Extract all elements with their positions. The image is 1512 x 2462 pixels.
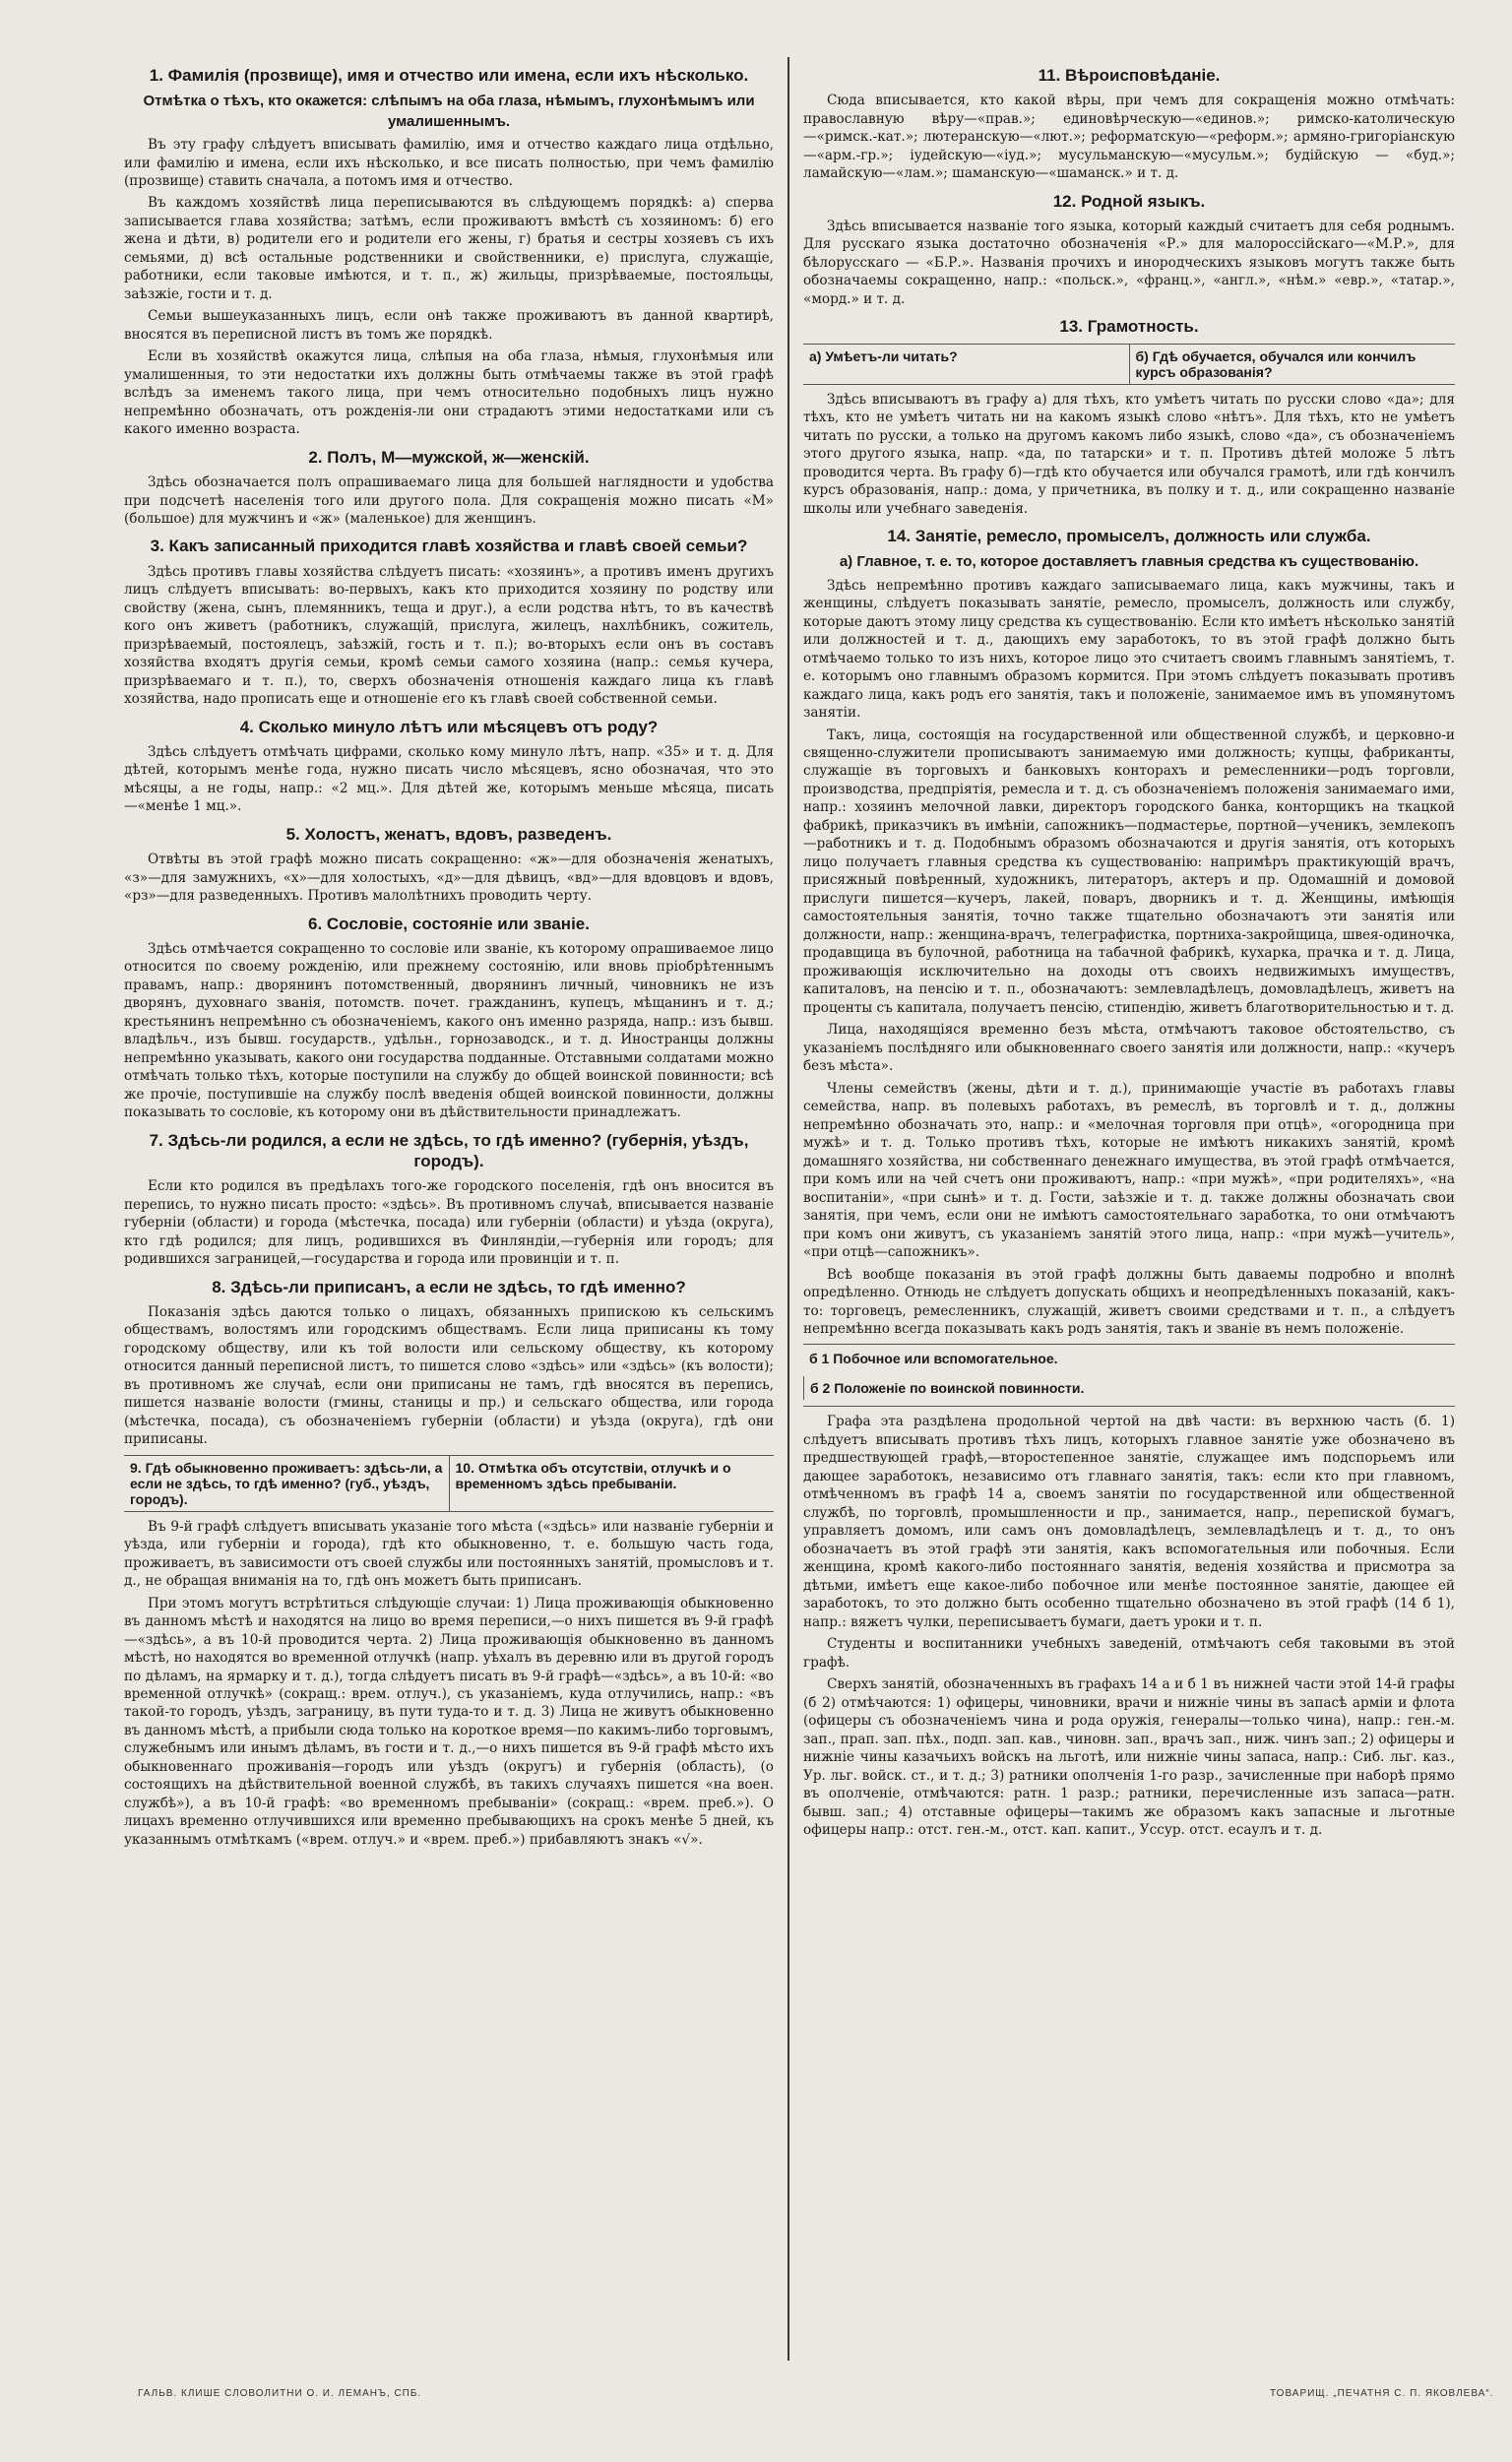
section-1-title: 1. Фамилія (прозвище), имя и отчество или имена, если ихъ нѣсколько. [149, 66, 749, 85]
section-7-para: Если кто родился въ предѣлахъ того-же городского поселенія, гдѣ онъ вносится въ перепись, то нужно писать просто: «здѣсь». Въ противномъ случаѣ, вписывается названіе губерніи (области) и города (мѣстечка, посада) или губерніи (области) и уѣзда (округа), кто гдѣ родился; для лицъ, родившихся въ Финляндіи,—губернія или городъ; для родившихся заграницей,—государства и города или провинціи и т. п. [124, 1178, 774, 1268]
section-1-para: Въ эту графу слѣдуетъ вписывать фамилію, имя и отчество каждаго лица отдѣльно, или фамилію и имена, если ихъ нѣсколько, и все писать полностью, при чемъ фамилію (прозвище) ставить сначала, а потомъ имя и отчество. [124, 137, 774, 189]
section-14-title: 14. Занятіе, ремесло, промыселъ, должность или служба. [887, 526, 1371, 545]
section-14b2-label: б 2 Положеніе по воинской повинности. [803, 1376, 1455, 1400]
section-5-para: Отвѣты въ этой графѣ можно писать сокращенно: «ж»—для обозначенія женатыхъ, «з»—для замужнихъ, «х»—для холостыхъ, «д»—для дѣвицъ, «вд»—для вдовцовъ и вдовъ, «рз»—для разведенныхъ. Противъ малолѣтнихъ проводить черту. [124, 852, 774, 905]
section-9-para: При этомъ могутъ встрѣтиться слѣдующіе случаи: 1) Лица проживающія обыкновенно въ данномъ мѣстѣ и находятся на лицо во время переписи,—о нихъ пишется въ 9-й графѣ—«здѣсь», а въ 10-й проводится черта. 2) Лица проживающія обыкновенно въ данномъ мѣстѣ, но находятся во временной отлучкѣ (напр. уѣхалъ въ деревню или въ другой городъ по дѣламъ, на ярмарку и т. д.), тогда слѣдуетъ писать въ 9-й графѣ—«здѣсь», а въ 10-й: «во временной отлучкѣ» (сокращ.: врем. отлуч.), съ указаніемъ, куда отлучились, напр.: «въ такой-то городъ, уѣздъ, заграницу, въ пути туда-то и т. д. 3) Лица не живутъ обыкновенно въ данномъ мѣстѣ, а прибыли сюда только на короткое время—по какимъ-либо торговымъ, служебнымъ или инымъ дѣламъ, въ гости и т. д.,—о нихъ пишется въ 9-й графѣ мѣсто ихъ обыкновеннаго проживанія—городъ или уѣздъ (округъ) и губернія (область), (о состоящихъ на дѣйствительной военной службѣ, въ такихъ случаяхъ пишется «на воен. службѣ»), а въ 10-й графѣ: «во временномъ пребываніи» (сокращ.: «врем. преб.»). О лицахъ временно отлучившихся или временно пребывающихъ на срокъ менѣе 5 дней, къ указаннымъ отмѣткамъ («врем. отлуч.» и «врем. преб.») прибавляютъ знакъ «√». [124, 1595, 774, 1848]
section-7-title: 7. Здѣсь-ли родился, а если не здѣсь, то гдѣ именно? (губернія, уѣздъ, городъ). [149, 1130, 749, 1170]
left-column [110, 57, 789, 2361]
section-10-title: 10. Отмѣтка объ отсутствіи, отлучкѣ и о временномъ здѣсь пребываніи. [449, 1456, 775, 1511]
section-6-title: 6. Сословіе, состояніе или званіе. [308, 914, 590, 933]
section-13-header [803, 344, 1455, 385]
section-14-para: Графа эта раздѣлена продольной чертой на двѣ части: въ верхнюю часть (б. 1) слѣдуетъ вписывать противъ тѣхъ лицъ, которыхъ главное занятіе уже обозначено въ предшествующей графѣ,—второстепенное занятіе, служащее имъ подспорьемъ или дающее заработокъ, независимо отъ главнаго занятія, такъ: если кто при главномъ, отмѣченномъ въ графѣ 14 а, своемъ занятіи по государственной или общественной службѣ, по торговлѣ, промышленности и пр., занимается, напр., перепиской бумагъ, управляетъ домомъ, или самъ онъ домовладѣлецъ, землевладѣлецъ и т. д., то онъ обозначаетъ въ этой графѣ эти занятія, какъ вспомогательныя или побочныя. Если женщина, кромѣ какого-либо постояннаго занятія, веденія хозяйства и присмотра за дѣтьми, имѣетъ еще какое-либо побочное или менѣе постоянное занятіе, дающее ей заработокъ, то это должно быть особенно тщательно обозначено въ этой графѣ (14 б 1), напр.: вяжетъ чулки, переписываетъ бумаги, даетъ уроки и т. п. [803, 1414, 1455, 1630]
section-14-main: а) Главное, т. е. то, которое доставляетъ главныя средства къ существованію. [839, 553, 1419, 571]
section-13-para: Здѣсь вписываютъ въ графу а) для тѣхъ, кто умѣетъ читать по русски слово «да»; для тѣхъ, кто не умѣетъ читать ни на какомъ языкѣ слово «нѣтъ». Для тѣхъ, кто не умѣетъ читать по русски, а только на другомъ какомъ либо языкѣ, слово «да», съ обозначеніемъ этого другого языка, напр. «да, по татарски» и т. п. Противъ дѣтей моложе 5 лѣтъ проводится черта. Въ графу б)—гдѣ кто обучается или обучался грамотѣ, или гдѣ кончилъ курсъ образованія, напр.: дома, у причетника, въ полку и т. д., или сокращенно названіе школы или учебнаго заведенія. [803, 391, 1455, 517]
section-14-para: Всѣ вообще показанія въ этой графѣ должны быть даваемы подробно и вполнѣ опредѣленно. Отнюдь не слѣдуетъ допускать общихъ и неопредѣленныхъ показаній, какъ-то: торговецъ, ремесленникъ, служащій, живетъ своими средствами и т. п., а слѣдуетъ непремѣнно всегда показывать какъ родъ занятія, такъ и званіе въ немъ положеніе. [803, 1266, 1455, 1337]
section-9-10-header [124, 1455, 774, 1512]
section-3-para: Здѣсь противъ главы хозяйства слѣдуетъ писать: «хозяинъ», а противъ именъ другихъ лицъ слѣдуетъ вписывать: во-первыхъ, какъ кто приходится хозяину по родству или свойству (жена, сынъ, племянникъ, теща и друг.), а если родства нѣтъ, то въ качествѣ кого онъ живетъ (работникъ, служащій, прислуга, жилецъ, нахлѣбникъ, сожитель, призрѣваемый, постоялецъ, заѣзжій, гость и т. п.); во-вторыхъ если онъ въ составъ хозяйства входятъ другія семьи, кромѣ семьи самого хозяина (напр.: семья кучера, призрѣваемаго и т. п.), то, сверхъ обозначенія отношенія каждаго лица къ главѣ хозяйства, надо прописать еще и отношеніе его къ главѣ своей собственной семьи. [124, 563, 774, 708]
section-2-title: 2. Полъ, М—мужской, ж—женскій. [308, 447, 590, 467]
section-1-para: Если въ хозяйствѣ окажутся лица, слѣпыя на оба глаза, нѣмыя, глухонѣмыя или умалишенныя, то эти недостатки ихъ должны быть отмѣчаемы также въ этой графѣ вслѣдъ за именемъ такого лица, при чемъ относительно подобныхъ лицъ нужно непремѣнно обозначать, отъ рожденія-ли они страдаютъ этими недостатками или съ какого именно возраста. [124, 348, 774, 438]
section-14-para: Здѣсь непремѣнно противъ каждаго записываемаго лица, какъ мужчины, такъ и женщины, слѣдуетъ показывать занятіе, ремесло, промыселъ, должность или службу, которые даютъ этому лицу средства къ существованію. Если кто имѣетъ нѣсколько занятій или должностей и т. д., дающихъ ему заработокъ, то въ этой графѣ должно быть отмѣчаемо только то изъ нихъ, которое лицо это считаетъ своимъ главнымъ занятіемъ, т. е. которымъ оно главнымъ образомъ кормится. При этомъ слѣдуетъ показывать противъ каждаго лица, какъ родъ его занятія, такъ и положеніе, занимаемое имъ въ упомянутомъ занятіи. [803, 577, 1455, 722]
section-13b-label: б) Гдѣ обучается, обучался или кончилъ курсъ образованія? [1129, 345, 1456, 384]
section-14-para: Такъ, лица, состоящія на государственной или общественной службѣ, и церковно-и священно-служители прописываютъ занимаемую ими должность; купцы, фабриканты, служащіе въ торговыхъ и банковыхъ конторахъ и ремесленники—родъ торговли, производства, предпріятія, ремесла и т. д. съ обозначеніемъ положенія занимаемаго ими, напр.: хозяинъ мелочной лавки, директоръ городского банка, конторщикъ на ткацкой фабрикѣ, приказчикъ въ имѣніи, сапожникъ—подмастерье, портной—ученикъ, землекопъ—работникъ и т. д. Подобнымъ образомъ обозначаются и другія занятія, отъ которыхъ лицо получаетъ главныя средства къ существованію: напримѣръ практикующій врачъ, присяжный повѣренный, художникъ, литераторъ, актеръ и пр. Одомашній и домовой прислуги пишется—кучеръ, лакей, поваръ, дворникъ и т. д. Женщины, имѣющія самостоятельныя занятія, точно также тщательно обозначаютъ эти занятія или должности, напр.: женщина-врачъ, телеграфистка, портниха-закройщица, швея-одиночка, продавщица въ булочной, работница на табачной фабрикѣ, кухарка, прачка и т. д. Лица, проживающія исключительно на доходы отъ своихъ недвижимыхъ имуществъ, капиталовъ, на пенсію и т. п., обозначаютъ: землевладѣлецъ, домовладѣлецъ, живетъ на проценты съ капитала, получаетъ пенсію, стипендію, живетъ благотворительностью и т. д. [803, 726, 1455, 1016]
section-14b-header [803, 1344, 1455, 1407]
section-4-title: 4. Сколько минуло лѣтъ или мѣсяцевъ отъ роду? [239, 717, 659, 736]
section-11-para: Сюда вписывается, кто какой вѣры, при чемъ для сокращенія можно отмѣчать: православную вѣру—«прав.»; единовѣрческую—«единов.»; римско-католическую—«римск.-кат.»; лютеранскую—«лют.»; реформатскую—«реформ.»; армяно-григоріанскую—«арм.-гр.»; іудейскую—«іуд.»; мусульманскую—«мусульм.»; будійскую — «буд.»; ламайскую—«лам.»; шаманскую—«шаманск.» и т. д. [803, 93, 1455, 182]
section-12-title: 12. Родной языкъ. [1052, 191, 1206, 211]
section-9-para: Въ 9-й графѣ слѣдуетъ вписывать указаніе того мѣста («здѣсь» или названіе губерніи и уѣзда, или губерніи и города), гдѣ кто обыкновенно, т. е. большую часть года, проживаетъ, въ зависимости отъ своей службы или постоянныхъ занятій, промысловъ и т. д., не обращая вниманія на то, гдѣ онъ можетъ быть приписанъ. [124, 1518, 774, 1590]
section-14-para: Лица, находящіяся временно безъ мѣста, отмѣчаютъ таковое обстоятельство, съ указаніемъ послѣдняго или обыкновеннаго своего занятія или должности, напр.: «кучеръ безъ мѣста». [803, 1022, 1455, 1075]
section-11-title: 11. Вѣроисповѣданіе. [1038, 66, 1221, 85]
section-14-para: Сверхъ занятій, обозначенныхъ въ графахъ 14 а и б 1 въ нижней части этой 14-й графы (б 2) отмѣчаются: 1) офицеры, чиновники, врачи и нижніе чины въ запасѣ арміи и флота (офицеры съ обозначеніемъ чина и рода оружія, генералы—только чина), напр.: ген.-м. зап., прап. зап. пѣх., подп. зап. кав., чиновн. зап., врачъ зап., ниж. чинъ зап.; 2) офицеры и нижніе чины казачьихъ войскъ на льготѣ, или нижніе чины запаса, напр.: Сиб. льг. каз., Ур. льг. войск. ст., и т. д.; 3) ратники ополченія 1-го разр., зачисленные при наборѣ прямо въ ополченіе, отмѣчаются: ратн. 1 разр.; ратники, перечисленные изъ запаса—ратн. бывш. зап.; 4) отставные офицеры—такимъ же образомъ какъ запасные и льготные офицеры напр.: отст. ген.-м., отст. кап. капит., Уссур. отст. есаулъ и т. д. [803, 1676, 1455, 1839]
section-14-para: Члены семействъ (жены, дѣти и т. д.), принимающіе участіе въ работахъ главы семейства, напр. въ полевыхъ работахъ, въ ремеслѣ, въ торговлѣ и т. д., должны непремѣнно обозначать это, напр.: и «мелочная торговля при отцѣ», «огородница при мужѣ» и т. д. Только противъ тѣхъ, которые не имѣютъ никакихъ занятій, кромѣ домашняго хозяйства, ни собственнаго денежнаго имущества, въ этой графѣ отмѣчается, при комъ или на чей счетъ они проживаютъ, напр.: «при мужѣ», «при родителяхъ», «на воспитаніи», «при сынѣ» и т. д. Гости, заѣзжіе и т. д. также должны обозначать свои занятія, при чемъ, если они не имѣютъ самостоятельнаго заработка, то они отмѣчаютъ при комъ они живутъ, съ указаніемъ занятій этого лица, напр.: «при мужѣ—учитель», «при отцѣ—сапожникъ». [803, 1080, 1455, 1261]
section-13a-label: а) Умѣетъ-ли читать? [809, 347, 958, 364]
right-column [789, 57, 1469, 2361]
section-14b1-label: б 1 Побочное или вспомогательное. [809, 1351, 1058, 1367]
section-6-para: Здѣсь отмѣчается сокращенно то сословіе или званіе, къ которому опрашиваемое лицо относится по своему рожденію, или прежнему состоянію, или вновь пріобрѣтеннымъ правамъ, напр.: дворянинъ потомственный, дворянинъ личный, чиновникъ не изъ дворянъ, духовнаго званія, потомств. почет. гражданинъ, купецъ, мѣщанинъ и т. д.; крестьянинъ непремѣнно съ обозначеніемъ, какого онъ именно разряда, напр.: изъ бывш. владѣльч., изъ бывш. государств., удѣльн., горнозаводск., и т. д. Иностранцы должны непремѣнно указывать, какого они государства подданные. Отставными солдатами можно отмѣчать только тѣхъ, которые поступили на службу до общей воинской повинности; всѣ же прочіе, поступившіе на службу послѣ введенія общей воинской повинности, должны показывать то сословіе, къ которому они въ дѣйствительности принадлежатъ. [124, 940, 774, 1121]
section-2-para: Здѣсь обозначается полъ опрашиваемаго лица для большей наглядности и удобства при подсчетѣ населенія того или другого пола. Для сокращенія можно писать «М» (большое) для мужчинъ и «ж» (маленькое) для женщинъ. [124, 474, 774, 527]
section-3-title: 3. Какъ записанный приходится главѣ хозяйства и главѣ своей семьи? [150, 537, 748, 556]
section-12-para: Здѣсь вписывается названіе того языка, который каждый считаетъ для себя роднымъ. Для русскаго языка достаточно обозначенія «Р.» для малороссійскаго—«М.Р.», для бѣлорусскаго — «Б.Р.». Названія прочихъ и инородческихъ языковъ могутъ также быть обозначаемы сокращенно, напр.: «польск.», «франц.», «англ.», «нѣм.» «евр.», «татар.», «морд.» и т. д. [803, 218, 1455, 307]
section-1-para: Въ каждомъ хозяйствѣ лица переписываются въ слѣдующемъ порядкѣ: а) сперва записывается глава хозяйства; затѣмъ, если проживаютъ вмѣстѣ съ хозяиномъ: б) его жена и дѣти, в) родители его и родители его жены, г) братья и сестры хозяевъ съ ихъ семьями, д) всѣ остальные родственники и свойственники, е) прислуга, служащіе, работники, если таковые имѣются, и т. п., ж) жильцы, призрѣваемые, постояльцы, заѣзжіе, гости и т. д. [124, 195, 774, 302]
section-14-para: Студенты и воспитанники учебныхъ заведеній, отмѣчаютъ себя таковыми въ этой графѣ. [803, 1636, 1455, 1671]
section-5-title: 5. Холостъ, женатъ, вдовъ, разведенъ. [285, 824, 612, 844]
printer-credit-right: ТОВАРИЩ. „ПЕЧАТНЯ С. П. ЯКОВЛЕВА“. [1270, 2388, 1494, 2399]
section-13-title: 13. Грамотность. [1059, 317, 1199, 337]
section-8-title: 8. Здѣсь-ли приписанъ, а если не здѣсь, то гдѣ именно? [212, 1277, 686, 1296]
printer-credit-left: ГАЛЬВ. КЛИШЕ СЛОВОЛИТНИ О. И. ЛЕМАНЪ, СПБ. [138, 2388, 422, 2399]
columns [110, 57, 1488, 2361]
section-8-para: Показанія здѣсь даются только о лицахъ, обязанныхъ припискою къ сельскимъ обществамъ, волостямъ или городскимъ обществамъ. Если лица приписаны къ тому городскому обществу, или къ той волости или сельскому обществу, къ которому относится данный переписной листъ, то пишется слово «здѣсь» или «здѣсь» (къ волости); въ противномъ же случаѣ, если они приписаны не тамъ, гдѣ вносятся въ перепись, пишется названіе волости (гмины, станицы и пр.) и сельскаго общества, или города (мѣстечка, посада), съ обозначеніемъ губерніи (области) и уѣзда (округа), гдѣ они приписаны. [124, 1303, 774, 1448]
section-4-para: Здѣсь слѣдуетъ отмѣчать цифрами, сколько кому минуло лѣтъ, напр. «35» и т. д. Для дѣтей, которымъ менѣе года, нужно писать число мѣсяцевъ, ясно обозначая, что это мѣсяцы, а не годы, напр.: «2 мц.». Для дѣтей же, которымъ меньше мѣсяца, писать—«менѣе 1 мц.». [124, 743, 774, 815]
section-1-para: Семьи вышеуказанныхъ лицъ, если онѣ также проживаютъ въ данной квартирѣ, вносятся въ переписной листъ въ томъ же порядкѣ. [124, 308, 774, 343]
section-9-title: 9. Гдѣ обыкновенно проживаетъ: здѣсь-ли, а если не здѣсь, то гдѣ именно? (губ., уѣздъ, городъ). [130, 1459, 443, 1507]
section-1-note: Отмѣтка о тѣхъ, кто окажется: слѣпымъ на оба глаза, нѣмымъ, глухонѣмымъ или умалишеннымъ. [143, 93, 755, 130]
